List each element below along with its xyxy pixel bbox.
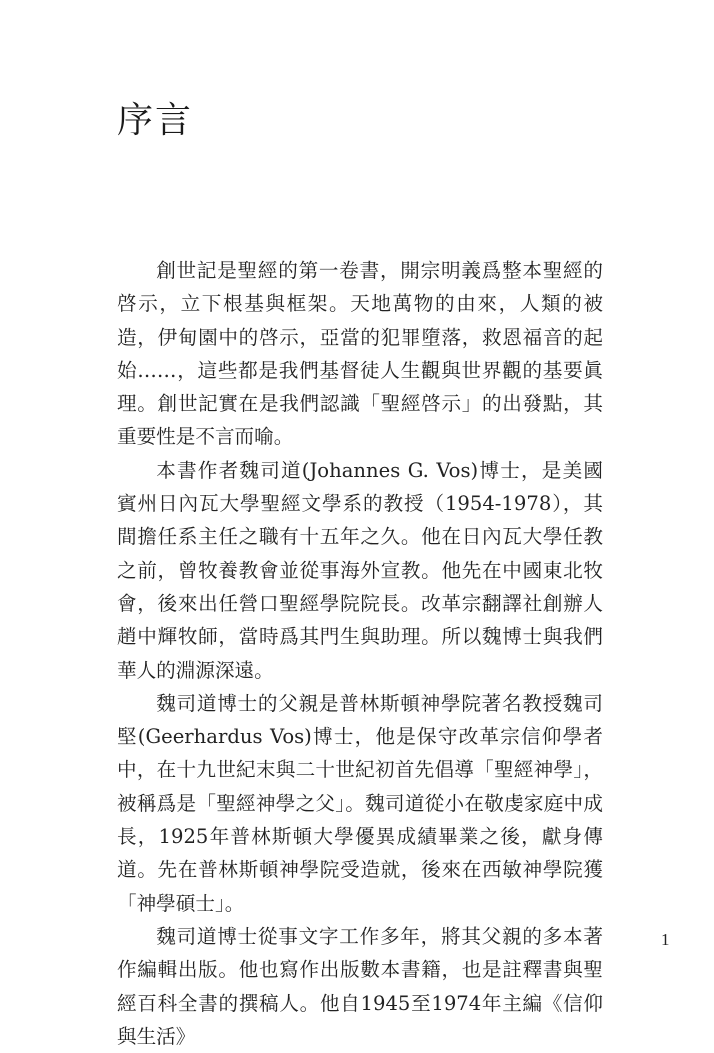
paragraph: 魏司道博士的父親是普林斯頓神學院著名教授魏司堅(Geerhardus Vos)博士，他是保守改革宗信仰學者中，在十九世紀末與二十世紀初首先倡導「聖經神學」，被稱爲是「聖經神學之父」。魏司道從小在敬虔家庭中成長，1925年普林斯頓大學優異成績畢業之後，獻身傳道。先在普林斯頓神學院受造就，後來在西敏神學院獲「神學碩士」。 xyxy=(117,691,603,915)
paragraph: 創世記是聖經的第一卷書，開宗明義爲整本聖經的啓示，立下根基與框架。天地萬物的由來，人類的被造，伊甸園中的啓示，亞當的犯罪墮落，救恩福音的起始……，這些都是我們基督徒人生觀與世界觀的基要眞理。創世記實在是我們認識「聖經啓示」的出發點，其重要性是不言而喻。 xyxy=(117,259,603,449)
page-title: 序言 xyxy=(117,100,194,141)
page-number: 1 xyxy=(661,930,670,949)
paragraph: 本書作者魏司道(Johannes G. Vos)博士，是美國賓州日內瓦大學聖經文學系的教授（1954-1978），其間擔任系主任之職有十五年之久。他在日內瓦大學任教之前，曾牧養教會並從事海外宣教。他先在中國東北牧會，後來出任營口聖經學院院長。改革宗翻譯社創辦人趙中輝牧師，當時爲其門生與助理。所以魏博士與我們華人的淵源深遠。 xyxy=(117,458,603,682)
body-text xyxy=(117,254,603,1053)
paragraph: 魏司道博士從事文字工作多年，將其父親的多本著作編輯出版。他也寫作出版數本書籍，也是註釋書與聖經百科全書的撰稿人。他自1945至1974年主編《信仰與生活》 xyxy=(117,924,603,1048)
